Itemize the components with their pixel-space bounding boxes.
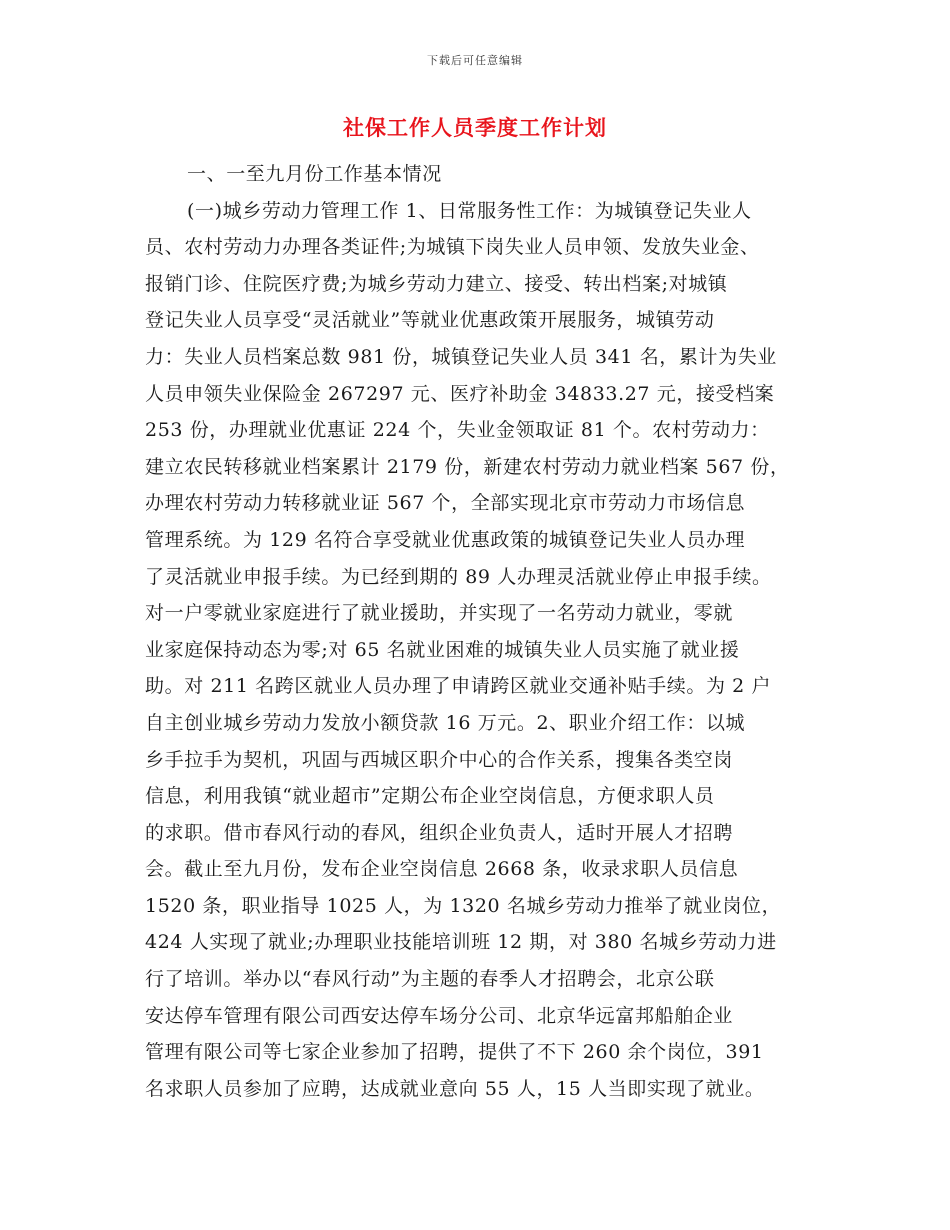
text-line: 的求职。借市春风行动的春风，组织企业负责人，适时开展人才招聘 — [145, 821, 734, 844]
text-line: 建立农民转移就业档案累计 2179 份，新建农村劳动力就业档案 567 份， — [145, 455, 790, 478]
text-line: 424 人实现了就业;办理职业技能培训班 12 期，对 380 名城乡劳动力进 — [145, 931, 777, 954]
text-line: 管理有限公司等七家企业参加了招聘，提供了不下 260 余个岗位，391 — [145, 1041, 764, 1064]
text-line: 了灵活就业申报手续。为已经到期的 89 人办理灵活就业停止申报手续。 — [145, 565, 772, 588]
text-line: 名求职人员参加了应聘，达成就业意向 55 人，15 人当即实现了就业。 — [145, 1077, 765, 1100]
text-line: 助。对 211 名跨区就业人员办理了申请跨区就业交通补贴手续。为 2 户 — [145, 675, 772, 698]
text-line: 1520 条，职业指导 1025 人，为 1320 名城乡劳动力推举了就业岗位， — [145, 894, 782, 917]
text-line: 安达停车管理有限公司西安达停车场分公司、北京华远富邦船舶企业 — [145, 1004, 734, 1027]
text-line: 一、一至九月份工作基本情况 — [187, 163, 442, 185]
text-line: 对一户零就业家庭进行了就业援助，并实现了一名劳动力就业，零就 — [145, 602, 734, 625]
text-line: 管理系统。为 129 名符合享受就业优惠政策的城镇登记失业人员办理 — [145, 528, 746, 551]
text-line: (一)城乡劳动力管理工作 1、日常服务性工作：为城镇登记失业人 — [187, 199, 752, 222]
text-line: 253 份，办理就业优惠证 224 个，失业金领取证 81 个。农村劳动力： — [145, 419, 770, 442]
text-line: 力：失业人员档案总数 981 份，城镇登记失业人员 341 名，累计为失业 — [145, 345, 777, 368]
text-line: 办理农村劳动力转移就业证 567 个，全部实现北京市劳动力市场信息 — [145, 492, 746, 515]
text-line: 业家庭保持动态为零;对 65 名就业困难的城镇失业人员实施了就业援 — [145, 638, 740, 661]
text-line: 人员申领失业保险金 267297 元、医疗补助金 34833.27 元，接受档案 — [145, 382, 775, 405]
text-line: 乡手拉手为契机，巩固与西城区职介中心的合作关系，搜集各类空岗 — [145, 748, 734, 771]
text-line: 信息，利用我镇“就业超市”定期公布企业空岗信息，方便求职人员 — [145, 785, 715, 808]
text-line: 报销门诊、住院医疗费;为城乡劳动力建立、接受、转出档案;对城镇 — [145, 272, 728, 295]
text-line: 员、农村劳动力办理各类证件;为城镇下岗失业人员申领、发放失业金、 — [145, 236, 760, 259]
header-note: 下载后可任意编辑 — [427, 54, 523, 67]
text-line: 自主创业城乡劳动力发放小额贷款 16 万元。2、职业介绍工作：以城 — [145, 711, 746, 734]
document-body — [145, 156, 825, 1107]
document-title: 社保工作人员季度工作计划 — [343, 115, 607, 140]
text-line: 行了培训。举办以“春风行动”为主题的春季人才招聘会，北京公联 — [145, 968, 715, 991]
text-line: 会。截止至九月份，发布企业空岗信息 2668 条，收录求职人员信息 — [145, 858, 739, 881]
text-line: 登记失业人员享受“灵活就业”等就业优惠政策开展服务，城镇劳动 — [145, 309, 715, 332]
